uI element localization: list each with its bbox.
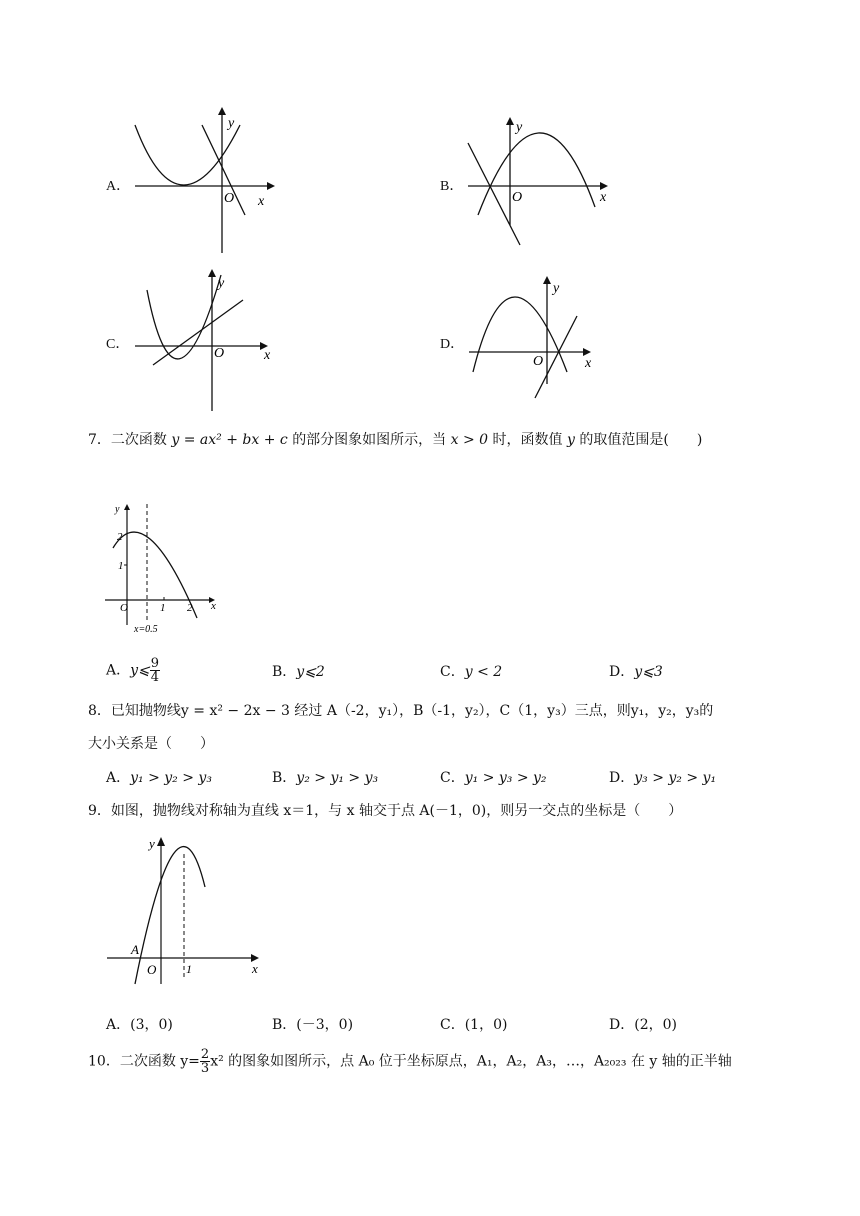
q7-formula: y = ax² + bx + c xyxy=(171,432,288,448)
y-axis-label: y xyxy=(516,120,523,135)
option-text: y₂ > y₁ > y₃ xyxy=(296,770,379,786)
q7-option-c[interactable] xyxy=(440,661,502,681)
q8-option-b[interactable] xyxy=(272,767,378,787)
denominator: 3 xyxy=(200,1061,210,1076)
option-text: y⩽3 xyxy=(634,664,663,680)
q8-option-d[interactable] xyxy=(609,767,716,787)
x-axis-label: x xyxy=(600,190,607,205)
option-text: (2，0) xyxy=(634,1017,677,1033)
q7-text: 的取值范围是( ) xyxy=(579,432,703,448)
option-text: (1，0) xyxy=(464,1017,508,1033)
option-label: D． xyxy=(440,337,465,352)
option-label: B． xyxy=(272,770,297,786)
option-label: C． xyxy=(440,664,465,680)
option-label: A． xyxy=(106,662,131,679)
origin-label: O xyxy=(147,962,157,977)
y-tick: 1 xyxy=(118,560,124,572)
option-text: y₁ > y₂ > y₃ xyxy=(130,770,212,786)
option-label: C． xyxy=(106,337,130,352)
origin-label: O xyxy=(224,191,235,206)
option-label: B． xyxy=(440,179,464,194)
q8-stem-line2: 大小关系是（ ） xyxy=(88,736,214,752)
x-tick: 1 xyxy=(160,602,166,614)
q10-text: x² 的图象如图所示，点 A₀ 位于坐标原点，A₁，A₂，A₃，…，A₂₀₂₃ 在 y 轴的正半轴 xyxy=(210,1053,732,1070)
q7-text: 二次函数 xyxy=(110,432,167,448)
y-axis-label: y xyxy=(115,504,120,515)
y-axis-label: y xyxy=(553,281,560,296)
q10-text: 二次函数 y= xyxy=(119,1053,200,1070)
y-tick: 2 xyxy=(117,531,123,543)
symmetry-label: x=0.5 xyxy=(134,624,158,635)
option-label: A． xyxy=(106,179,131,194)
option-text: y < 2 xyxy=(464,664,503,680)
option-text: y₃ > y₂ > y₁ xyxy=(634,770,717,786)
q8-text: 已知抛物线y = x² − 2x − 3 经过 A（-2，y₁），B（-1，y₂），C（1，y₃）三点，则y₁，y₂，y₃的 xyxy=(110,703,714,719)
q8-option-c[interactable] xyxy=(440,767,547,787)
option-label: D． xyxy=(609,664,635,680)
fraction xyxy=(200,1048,210,1075)
x-axis-label: x xyxy=(211,600,216,612)
x-tick: 1 xyxy=(186,962,192,976)
q6-graph-d xyxy=(465,272,605,402)
q9-stem xyxy=(88,800,682,820)
q6-graph-a xyxy=(120,105,280,255)
question-number: 10． xyxy=(88,1053,120,1070)
origin-label: O xyxy=(214,346,225,361)
q9-option-c[interactable] xyxy=(440,1014,507,1034)
option-text: (3，0) xyxy=(130,1017,173,1033)
origin-label: O xyxy=(120,602,128,614)
q7-graph xyxy=(105,500,225,640)
option-text: (－3，0) xyxy=(296,1017,354,1033)
origin-label: O xyxy=(512,190,523,205)
option-label: B． xyxy=(272,664,297,680)
q10-stem xyxy=(88,1048,732,1075)
option-label: D． xyxy=(609,770,635,786)
y-axis-label: y xyxy=(218,276,225,291)
q7-condition: x > 0 xyxy=(450,432,489,448)
q9-option-a[interactable] xyxy=(106,1014,173,1034)
x-axis-label: x xyxy=(585,356,592,371)
origin-label: O xyxy=(533,354,544,369)
x-axis-label: x xyxy=(252,961,258,976)
fraction xyxy=(150,657,160,684)
numerator: 9 xyxy=(150,656,160,671)
q7-stem xyxy=(88,429,702,449)
question-number: 9． xyxy=(88,803,111,819)
q9-text: 如图，抛物线对称轴为直线 x＝1，与 x 轴交于点 A(－1，0)，则另一交点的坐标是（ ） xyxy=(110,803,683,819)
option-text: y⩽2 xyxy=(296,664,325,680)
option-label: A． xyxy=(106,770,131,786)
y-axis-label: y xyxy=(228,116,235,131)
q9-option-b[interactable] xyxy=(272,1014,353,1034)
q7-var: y xyxy=(566,432,575,448)
x-tick: 2 xyxy=(187,602,193,614)
q9-option-d[interactable] xyxy=(609,1014,677,1034)
x-axis-label: x xyxy=(258,194,265,209)
question-number: 8． xyxy=(88,703,111,719)
q6-graph-c xyxy=(135,265,285,415)
option-text: y⩽ xyxy=(130,662,150,679)
q9-graph xyxy=(105,832,265,992)
q7-option-a[interactable] xyxy=(106,657,160,684)
option-label: D． xyxy=(609,1017,635,1033)
point-a-label: A xyxy=(131,942,139,957)
question-number: 7． xyxy=(88,432,111,448)
q7-option-d[interactable] xyxy=(609,661,663,681)
option-text: y₁ > y₃ > y₂ xyxy=(464,770,547,786)
q6-graph-b xyxy=(460,115,620,255)
x-axis-label: x xyxy=(264,348,271,363)
option-label: C． xyxy=(440,1017,465,1033)
option-label: A． xyxy=(106,1017,131,1033)
y-axis-label: y xyxy=(149,836,155,851)
q7-option-b[interactable] xyxy=(272,661,325,681)
q7-text: 时，函数值 xyxy=(492,432,563,448)
numerator: 2 xyxy=(200,1047,210,1062)
q7-text: 的部分图象如图所示，当 xyxy=(292,432,447,448)
q8-option-a[interactable] xyxy=(106,767,212,787)
denominator: 4 xyxy=(150,670,160,685)
q8-stem xyxy=(88,700,713,720)
option-label: B． xyxy=(272,1017,297,1033)
option-label: C． xyxy=(440,770,465,786)
